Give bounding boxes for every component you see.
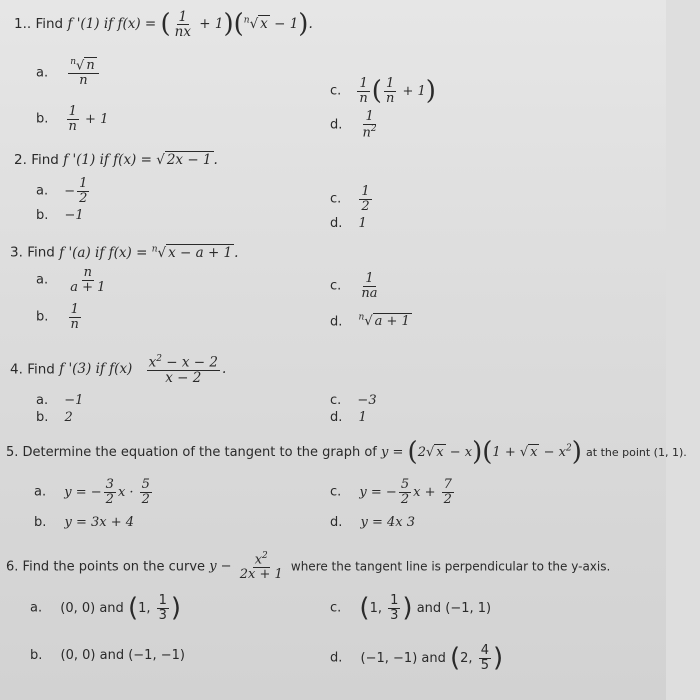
option-label: c. bbox=[330, 393, 342, 408]
question-2 bbox=[14, 152, 218, 168]
option-math: $\frac{1}{n}$ ( $\frac{1}{n}$ + 1) bbox=[359, 75, 436, 106]
question-6 bbox=[6, 552, 610, 582]
option-math: $\frac{^n√ n}{n}$ bbox=[66, 65, 100, 80]
option-text-source bbox=[436, 77, 442, 78]
math-expression: y = (2√ x − x)(1 + √ $x - x^2$) bbox=[381, 437, 582, 467]
function-text-source bbox=[238, 244, 252, 245]
option-text-source bbox=[374, 185, 376, 186]
option-math: $\frac{n}{a + 1}$ bbox=[70, 265, 106, 295]
option-2d[interactable] bbox=[330, 216, 367, 231]
option-label: a. bbox=[30, 600, 43, 616]
option-text-source bbox=[83, 303, 85, 304]
question-number: 6. bbox=[6, 559, 19, 575]
option-math: $\frac{1}{n}$ + 1 bbox=[68, 104, 109, 134]
option-5a[interactable] bbox=[34, 478, 154, 506]
option-label: d. bbox=[330, 515, 343, 530]
option-3d[interactable] bbox=[330, 313, 412, 329]
option-4d[interactable] bbox=[330, 410, 367, 425]
option-math: y = − $\frac{3}{2}$ x · $\frac{5}{2}$ bbox=[64, 477, 150, 507]
option-label: d. bbox=[330, 216, 343, 231]
function-text-source bbox=[226, 355, 244, 356]
function-text-source bbox=[218, 152, 230, 153]
option-text-source bbox=[381, 110, 383, 111]
option-math: 1 bbox=[358, 410, 367, 425]
question-suffix: where the tangent line is perpendicular to the y-axis. bbox=[290, 559, 611, 574]
option-2a[interactable] bbox=[36, 177, 91, 205]
option-label: c. bbox=[330, 278, 342, 294]
question-prompt: Find bbox=[27, 361, 55, 378]
option-text-source bbox=[108, 105, 112, 106]
question-prompt: Find bbox=[35, 16, 64, 33]
option-label: a. bbox=[36, 65, 49, 81]
option-math: (0, 0) and (−1, −1) bbox=[60, 648, 185, 663]
question-number: 3. bbox=[10, 244, 23, 261]
math-expression: y − $\frac{x^2}{2x + 1}$ bbox=[209, 551, 283, 582]
question-5 bbox=[6, 437, 687, 467]
function-text-source bbox=[687, 442, 700, 443]
option-5b[interactable] bbox=[34, 515, 134, 530]
option-math: −3 bbox=[357, 393, 377, 408]
question-number: 2. bbox=[14, 152, 27, 168]
question-suffix: at the point (1, 1). bbox=[586, 445, 687, 459]
option-math: − $\frac{1}{2}$ bbox=[64, 176, 88, 206]
option-text-source bbox=[503, 644, 514, 645]
option-label: b. bbox=[34, 515, 47, 530]
question-prompt: Find bbox=[31, 152, 59, 168]
math-expression: f '(a) if f(x) = $^n$√ x − a + 1 . bbox=[59, 244, 239, 261]
option-label: d. bbox=[330, 410, 343, 425]
question-number: 1.. bbox=[14, 16, 32, 33]
option-math: −1 bbox=[64, 393, 84, 408]
option-label: c. bbox=[330, 191, 342, 207]
option-3c[interactable] bbox=[330, 272, 382, 300]
question-prompt: Determine the equation of the tangent to the graph of bbox=[22, 444, 377, 460]
option-math: $\frac{1}{2}$ bbox=[361, 184, 370, 214]
option-label: c. bbox=[330, 83, 342, 99]
option-2c[interactable] bbox=[330, 185, 374, 213]
option-1a[interactable] bbox=[36, 58, 101, 88]
question-prompt: Find the points on the curve bbox=[22, 559, 206, 575]
option-label: b. bbox=[36, 111, 49, 127]
option-1d[interactable] bbox=[330, 110, 381, 140]
option-label: b. bbox=[36, 309, 49, 325]
option-4b[interactable] bbox=[36, 410, 73, 425]
option-math: $^n$√ a + 1 bbox=[358, 313, 410, 330]
option-math: 1 bbox=[358, 216, 367, 231]
option-math: $\frac{1}{na}$ bbox=[361, 271, 378, 301]
option-6c[interactable] bbox=[330, 594, 491, 622]
question-4 bbox=[10, 355, 226, 385]
option-label: b. bbox=[36, 208, 49, 223]
option-math: $\frac{1}{n^2}$ bbox=[362, 109, 377, 140]
option-1c[interactable] bbox=[330, 77, 436, 105]
option-label: d. bbox=[330, 650, 343, 666]
option-math: y = 3x + 4 bbox=[64, 515, 135, 530]
option-math: (1, $\frac{1}{3}$ ) and (−1, 1) bbox=[359, 592, 492, 623]
option-text-source bbox=[181, 594, 190, 595]
option-text-source bbox=[109, 266, 114, 267]
option-4a[interactable] bbox=[36, 393, 83, 408]
option-math: y = − $\frac{5}{2}$ x + $\frac{7}{2}$ bbox=[359, 477, 452, 507]
option-text-source bbox=[456, 478, 465, 479]
option-1b[interactable] bbox=[36, 105, 108, 133]
option-6b[interactable] bbox=[30, 648, 185, 663]
option-label: c. bbox=[330, 600, 342, 616]
option-6a[interactable] bbox=[30, 594, 181, 622]
option-math: (0, 0) and (1, $\frac{1}{3}$ ) bbox=[60, 592, 182, 623]
option-5c[interactable] bbox=[330, 478, 456, 506]
question-3 bbox=[10, 244, 238, 261]
math-expression: f '(1) if f(x) = √ 2x − 1 . bbox=[63, 152, 218, 168]
option-6d[interactable] bbox=[330, 644, 503, 672]
option-text-source bbox=[491, 594, 501, 595]
option-label: a. bbox=[36, 393, 49, 408]
option-3a[interactable] bbox=[36, 266, 109, 294]
option-5d[interactable] bbox=[330, 515, 415, 530]
option-math: 2 bbox=[64, 410, 73, 425]
question-number: 5. bbox=[6, 444, 19, 460]
option-math: −1 bbox=[64, 208, 84, 223]
option-text-source bbox=[91, 177, 93, 178]
question-number: 4. bbox=[10, 361, 23, 378]
option-2b[interactable] bbox=[36, 208, 84, 223]
option-text-source bbox=[101, 58, 104, 59]
option-text-source bbox=[412, 313, 417, 314]
option-math: y = 4x 3 bbox=[360, 515, 416, 530]
option-label: d. bbox=[330, 314, 343, 330]
option-3b[interactable] bbox=[36, 303, 83, 331]
option-label: a. bbox=[36, 272, 49, 288]
function-text-source bbox=[610, 552, 618, 553]
option-text-source bbox=[382, 272, 385, 273]
math-expression: f '(3) if f(x) $\frac{x^2 - x - 2}{x - 2}$ . bbox=[59, 354, 227, 386]
option-label: b. bbox=[36, 410, 49, 425]
option-math: $\frac{1}{n}$ bbox=[70, 302, 79, 332]
option-label: c. bbox=[330, 484, 342, 500]
question-prompt: Find bbox=[27, 244, 55, 261]
option-label: d. bbox=[330, 117, 343, 133]
option-text-source bbox=[154, 478, 162, 479]
option-label: a. bbox=[36, 183, 49, 199]
function-text-source bbox=[313, 10, 330, 11]
question-1 bbox=[14, 10, 313, 39]
option-math: (−1, −1) and (2, $\frac{4}{5}$ ) bbox=[360, 642, 504, 673]
math-expression: f '(1) if f(x) = ( $\frac{1}{nx}$ + 1)($^n$√ x − 1). bbox=[67, 9, 313, 41]
option-label: b. bbox=[30, 648, 43, 663]
option-label: a. bbox=[34, 484, 47, 500]
option-4c[interactable] bbox=[330, 393, 377, 408]
